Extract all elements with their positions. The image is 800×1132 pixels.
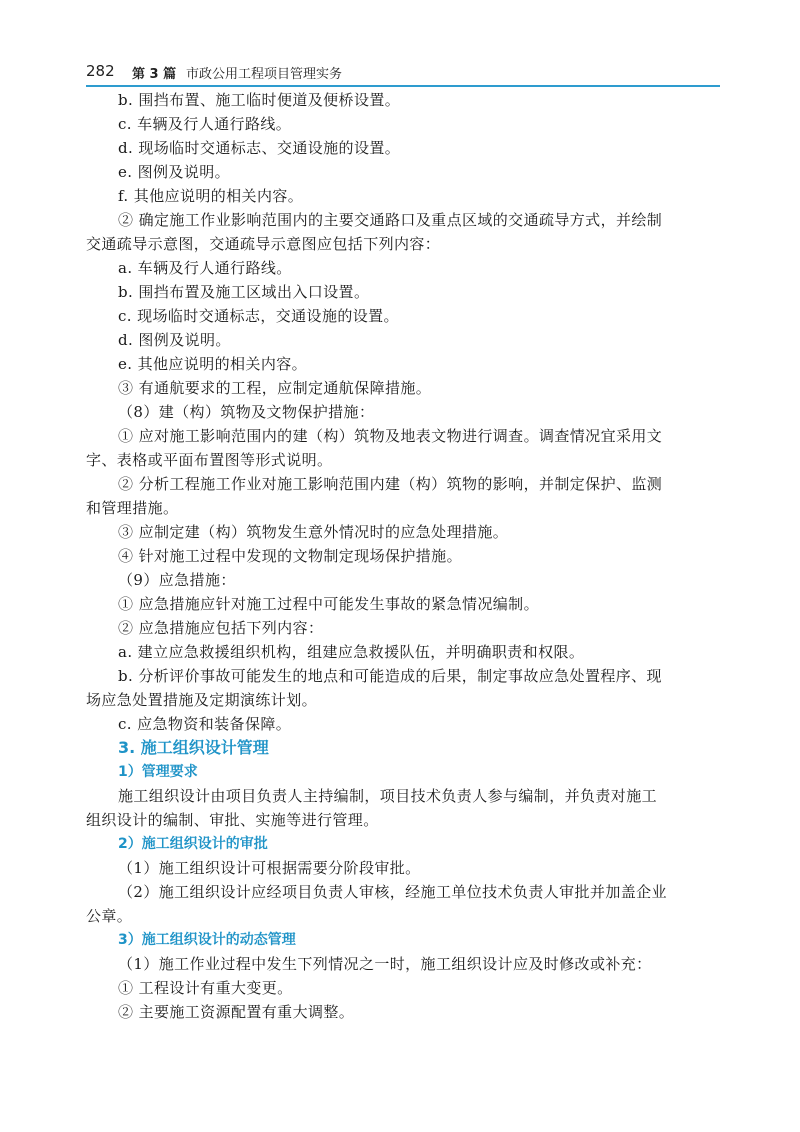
part-label: 第 3 篇 [132,67,177,82]
text-line: ① 工程设计有重大变更。 [118,979,293,997]
subsection-heading: 3）施工组织设计的动态管理 [118,932,296,948]
text-line: ② 应急措施应包括下列内容： [118,619,324,637]
page-body [86,88,720,1024]
text-line: e. 图例及说明。 [118,163,231,181]
text-line: （8）建（构）筑物及文物保护措施： [118,403,375,421]
text-line: ④ 针对施工过程中发现的文物制定现场保护措施。 [118,547,462,565]
header-rule [86,85,720,87]
page-number: 282 [86,62,115,80]
subsection-heading: 2）施工组织设计的审批 [118,836,268,852]
text-line: c. 现场临时交通标志，交通设施的设置。 [118,307,399,325]
text-line: 交通疏导示意图，交通疏导示意图应包括下列内容： [86,235,441,253]
book-title: 市政公用工程项目管理实务 [186,67,343,82]
text-line: ① 应急措施应针对施工过程中可能发生事故的紧急情况编制。 [118,595,539,613]
text-line: 施工组织设计由项目负责人主持编制，项目技术负责人参与编制，并负责对施工 [118,787,658,805]
running-header [86,56,720,92]
text-line: d. 图例及说明。 [118,331,231,349]
text-line: ② 确定施工作业影响范围内的主要交通路口及重点区域的交通疏导方式，并绘制 [118,211,663,229]
text-line: d. 现场临时交通标志、交通设施的设置。 [118,139,401,157]
text-line: （9）应急措施： [118,571,236,589]
text-line: c. 应急物资和装备保障。 [118,715,292,733]
text-line: b. 围挡布置及施工区域出入口设置。 [118,283,370,301]
text-line: e. 其他应说明的相关内容。 [118,355,308,373]
subsection-heading: 1）管理要求 [118,764,198,780]
text-line: ③ 有通航要求的工程，应制定通航保障措施。 [118,379,432,397]
section-heading: 3. 施工组织设计管理 [118,738,269,757]
text-line: a. 车辆及行人通行路线。 [118,259,292,277]
text-line: a. 建立应急救援组织机构，组建应急救援队伍，并明确职责和权限。 [118,643,585,661]
text-line: ② 主要施工资源配置有重大调整。 [118,1003,355,1021]
text-line: ① 应对施工影响范围内的建（构）筑物及地表文物进行调查。调查情况宜采用文 [118,427,663,445]
text-line: 组织设计的编制、审批、实施等进行管理。 [86,811,379,829]
text-line: 公章。 [86,907,133,925]
text-line: b. 围挡布置、施工临时便道及便桥设置。 [118,91,401,109]
text-line: （2）施工组织设计应经项目负责人审核，经施工单位技术负责人审批并加盖企业 [118,883,667,901]
text-line: c. 车辆及行人通行路线。 [118,115,292,133]
text-line: ③ 应制定建（构）筑物发生意外情况时的应急处理措施。 [118,523,509,541]
text-line: f. 其他应说明的相关内容。 [118,187,304,205]
text-line: ② 分析工程施工作业对施工影响范围内建（构）筑物的影响，并制定保护、监测 [118,475,663,493]
text-line: （1）施工组织设计可根据需要分阶段审批。 [118,859,421,877]
text-line: 场应急处置措施及定期演练计划。 [86,691,318,709]
text-line: 字、表格或平面布置图等形式说明。 [86,451,333,469]
text-line: 和管理措施。 [86,499,179,517]
text-line: （1）施工作业过程中发生下列情况之一时，施工组织设计应及时修改或补充： [118,955,652,973]
text-line: b. 分析评价事故可能发生的地点和可能造成的后果，制定事故应急处置程序、现 [118,667,662,685]
